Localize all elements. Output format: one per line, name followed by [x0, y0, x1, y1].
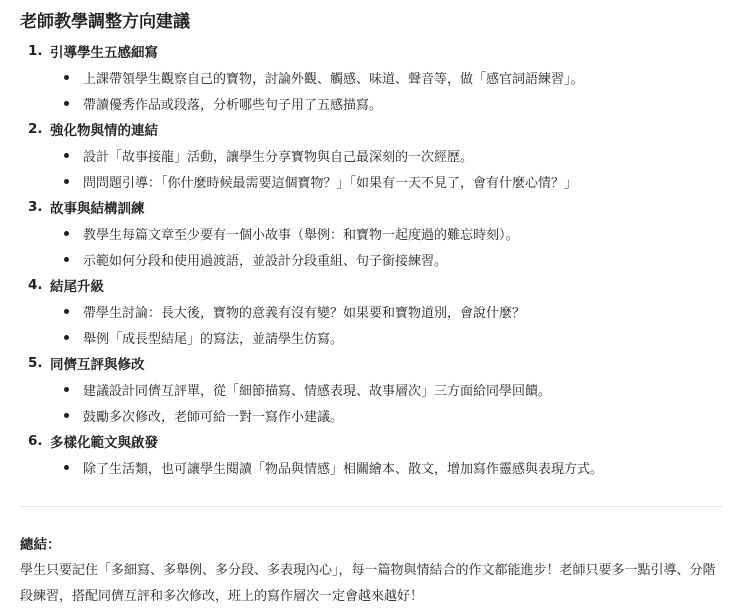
bullet-item — [20, 246, 722, 272]
bullet-text: 除了生活類，也可讓學生閱讀「物品與情感」相關繪本、散文，增加寫作靈感與表現方式。 — [83, 461, 604, 477]
bullet-list — [20, 64, 722, 116]
section-heading — [20, 194, 722, 220]
bullet-item — [20, 298, 722, 324]
section-heading — [20, 38, 722, 64]
summary-title: 總結： — [20, 537, 61, 553]
section-heading — [20, 272, 722, 298]
bullet-text: 教學生每篇文章至少要有一個小故事（舉例：和寶物一起度過的難忘時刻）。 — [83, 227, 519, 243]
section-number: 6. — [28, 433, 43, 449]
section-number: 2. — [28, 121, 43, 137]
bullet-list — [20, 142, 722, 194]
section-item — [20, 116, 722, 194]
bullet-dot-icon — [64, 309, 69, 314]
bullet-item — [20, 376, 722, 402]
bullet-text: 示範如何分段和使用過渡語，並設計分段重組、句子銜接練習。 — [83, 253, 448, 269]
section-number: 4. — [28, 277, 43, 293]
bullet-dot-icon — [64, 413, 69, 418]
bullet-dot-icon — [64, 387, 69, 392]
section-item — [20, 38, 722, 116]
section-number: 5. — [28, 355, 43, 371]
bullet-text: 帶讀優秀作品或段落，分析哪些句子用了五感描寫。 — [83, 97, 383, 113]
bullet-dot-icon — [64, 179, 69, 184]
section-title: 引導學生五感細寫 — [50, 45, 158, 61]
bullet-dot-icon — [64, 231, 69, 236]
bullet-dot-icon — [64, 335, 69, 340]
page-title: 老師教學調整方向建議 — [20, 12, 190, 32]
bullet-dot-icon — [64, 75, 69, 80]
section-item — [20, 272, 722, 350]
bullet-dot-icon — [64, 153, 69, 158]
bullet-item — [20, 402, 722, 428]
bullet-text: 設計「故事接龍」活動，讓學生分享寶物與自己最深刻的一次經歷。 — [83, 149, 474, 165]
summary-text: 學生只要記住「多細寫、多舉例、多分段、多表現內心」，每一篇物與情結合的作文都能進步！老師只要多一點引導、分階段練習，搭配同儕互評和多次修改，班上的寫作層次一定會越來越好！ — [20, 563, 716, 604]
bullet-text: 舉例「成長型結尾」的寫法，並請學生仿寫。 — [83, 331, 344, 347]
bullet-text: 帶學生討論：長大後，寶物的意義有沒有變？如果要和寶物道別，會說什麼？ — [83, 305, 526, 321]
section-item — [20, 194, 722, 272]
bullet-item — [20, 90, 722, 116]
bullet-dot-icon — [64, 257, 69, 262]
bullet-item — [20, 64, 722, 90]
bullet-list — [20, 220, 722, 272]
bullet-text: 鼓勵多次修改，老師可給一對一寫作小建議。 — [83, 409, 344, 425]
bullet-text: 建議設計同儕互評單，從「細節描寫、情感表現、故事層次」三方面給同學回饋。 — [83, 383, 552, 399]
section-heading — [20, 350, 722, 376]
section-title: 同儕互評與修改 — [50, 357, 145, 373]
section-list — [20, 38, 722, 480]
bullet-item — [20, 168, 722, 194]
bullet-dot-icon — [64, 465, 69, 470]
bullet-item — [20, 220, 722, 246]
section-title: 多樣化範文與啟發 — [50, 435, 158, 451]
section-title: 結尾升級 — [50, 279, 104, 295]
summary — [20, 534, 722, 610]
bullet-item — [20, 324, 722, 350]
section-item — [20, 428, 722, 480]
section-item — [20, 350, 722, 428]
bullet-item — [20, 454, 722, 480]
section-title: 強化物與情的連結 — [50, 123, 158, 139]
divider — [20, 506, 722, 507]
bullet-text: 問問題引導：「你什麼時候最需要這個寶物？」「如果有一天不見了，會有什麼心情？」 — [83, 175, 578, 191]
section-number: 1. — [28, 43, 43, 59]
section-title: 故事與結構訓練 — [50, 201, 145, 217]
bullet-list — [20, 454, 722, 480]
section-heading — [20, 116, 722, 142]
section-number: 3. — [28, 199, 43, 215]
section-heading — [20, 428, 722, 454]
bullet-list — [20, 298, 722, 350]
bullet-text: 上課帶領學生觀察自己的寶物，討論外觀、觸感、味道、聲音等，做「感官詞語練習」。 — [83, 71, 584, 87]
bullet-item — [20, 142, 722, 168]
bullet-list — [20, 376, 722, 428]
bullet-dot-icon — [64, 101, 69, 106]
